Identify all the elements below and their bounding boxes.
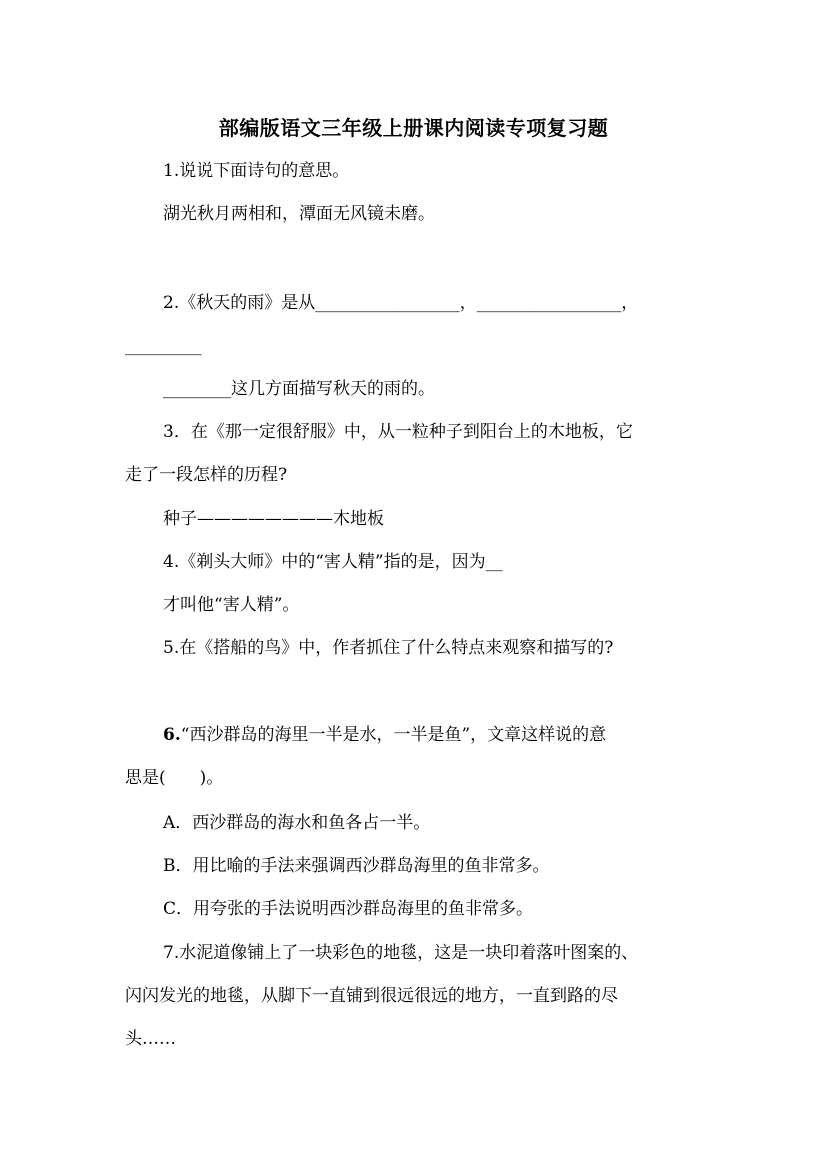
question-5-line-1: 5.在《搭船的鸟》中，作者抓住了什么特点来观察和描写的? <box>163 638 614 658</box>
question-2-line-3: ________这几方面描写秋天的雨的。 <box>163 379 435 399</box>
question-7-line-1: 7.水泥道像铺上了一块彩色的地毯，这是一块印着落叶图案的、 <box>163 943 639 963</box>
question-6-option-c: C．用夸张的手法说明西沙群岛海里的鱼非常多。 <box>163 899 534 919</box>
question-4-line-1: 4.《剃头大师》中的“害人精”指的是，因为__ <box>163 552 503 572</box>
question-3-line-2: 走了一段怎样的历程? <box>125 465 288 485</box>
question-2-line-1: 2.《秋天的雨》是从_________________，_________________， <box>163 293 639 313</box>
question-6-number: 6. <box>163 725 181 745</box>
question-3-line-1: 3．在《那一定很舒服》中，从一粒种子到阳台上的木地板，它 <box>163 422 633 442</box>
question-7-line-2: 闪闪发光的地毯，从脚下一直铺到很远很远的地方，一直到路的尽 <box>125 986 618 1006</box>
document-title: 部编版语文三年级上册课内阅读专项复习题 <box>218 116 609 140</box>
question-7-line-3: 头…… <box>125 1029 176 1049</box>
question-6-option-a: A．西沙群岛的海水和鱼各占一半。 <box>163 813 431 833</box>
question-4-line-2: 才叫他“害人精”。 <box>163 595 300 615</box>
question-6-text: “西沙群岛的海里一半是水，一半是鱼”，文章这样说的意 <box>180 725 607 745</box>
question-1-poem: 湖光秋月两相和，潭面无风镜未磨。 <box>163 204 435 224</box>
question-6-line-1 <box>163 724 606 746</box>
question-6-option-b: B．用比喻的手法来强调西沙群岛海里的鱼非常多。 <box>163 856 550 876</box>
question-1-prompt: 1.说说下面诗句的意思。 <box>163 161 350 181</box>
question-3-line-3: 种子————————木地板 <box>163 509 384 529</box>
question-2-line-2: _________ <box>125 336 202 356</box>
question-6-line-2: 思是( )。 <box>125 768 224 788</box>
